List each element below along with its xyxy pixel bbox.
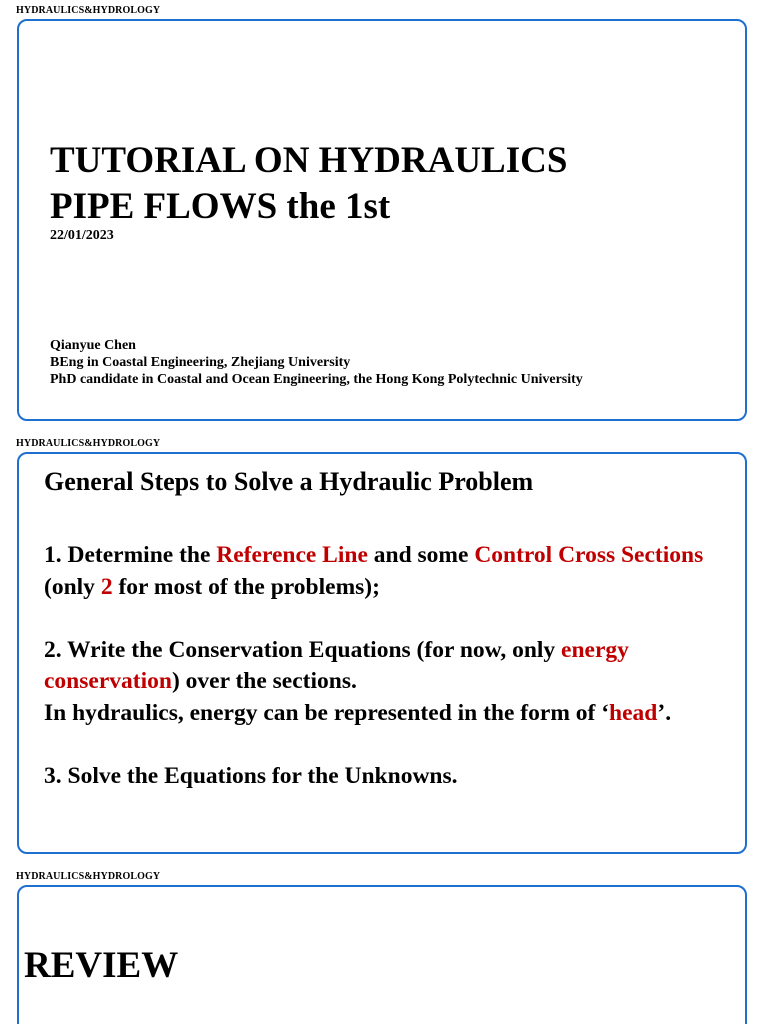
slide-title	[50, 138, 567, 230]
step-2-note	[44, 698, 714, 730]
author-degree: BEng in Coastal Engineering, Zhejiang University	[50, 355, 351, 370]
slide-header-tag: HYDRAULICS&HYDROLOGY	[16, 438, 161, 449]
slide-header-tag: HYDRAULICS&HYDROLOGY	[16, 871, 161, 882]
step-2-note-text: In hydraulics, energy can be represented in the form of ‘	[44, 699, 610, 726]
title-slide	[17, 19, 747, 421]
slide-date: 22/01/2023	[50, 228, 114, 243]
review-slide	[17, 885, 747, 1024]
highlight-control-cross-sections: Control Cross Sections	[474, 542, 704, 568]
steps-list	[44, 540, 714, 792]
slide-header-tag: HYDRAULICS&HYDROLOGY	[16, 5, 161, 16]
step-1-text: (only	[44, 573, 101, 600]
step-2-note-text: ’.	[657, 699, 672, 726]
highlight-reference-line: Reference Line	[216, 542, 368, 568]
author-block	[50, 337, 583, 388]
step-1	[44, 540, 714, 603]
title-line-1: TUTORIAL ON HYDRAULICS	[50, 140, 568, 181]
author-position: PhD candidate in Coastal and Ocean Engineering, the Hong Kong Polytechnic University	[50, 372, 583, 387]
steps-slide	[17, 452, 747, 854]
slide-heading: REVIEW	[24, 945, 179, 986]
author-name: Qianyue Chen	[50, 338, 136, 353]
slide-heading: General Steps to Solve a Hydraulic Problem	[44, 467, 534, 496]
step-2-text: 2. Write the Conservation Equations (for now, only	[44, 636, 562, 663]
highlight-head: head	[609, 699, 658, 726]
step-1-text: and some	[367, 542, 475, 568]
highlight-energy-conservation: energy conservation	[44, 636, 629, 694]
step-2	[44, 635, 714, 698]
title-line-2: PIPE FLOWS the 1st	[50, 186, 391, 227]
step-3: 3. Solve the Equations for the Unknowns.	[44, 762, 458, 789]
step-2-text: ) over the sections.	[171, 668, 357, 694]
highlight-number: 2	[100, 573, 113, 600]
step-1-text: for most of the problems);	[112, 573, 380, 600]
step-1-text: 1. Determine the	[44, 542, 217, 568]
